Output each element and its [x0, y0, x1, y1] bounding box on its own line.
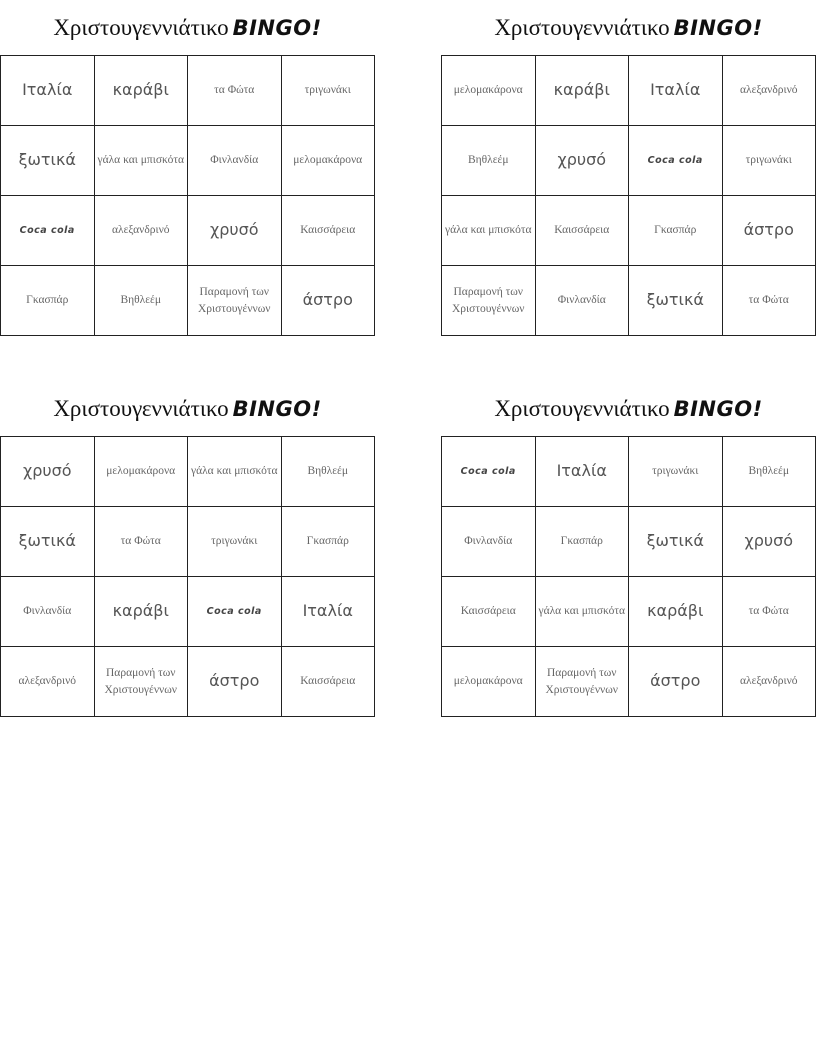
bingo-card-2	[441, 0, 816, 336]
bingo-cell	[1, 647, 95, 717]
bingo-cell-text: ξωτικά	[646, 531, 704, 551]
bingo-cell	[188, 507, 282, 577]
bingo-cell	[282, 126, 376, 196]
bingo-cell	[723, 437, 816, 507]
bingo-cell	[282, 507, 376, 577]
bingo-card-4	[441, 381, 816, 717]
bingo-cell	[629, 126, 723, 196]
title-main: Χριστουγεννιάτικο	[494, 15, 670, 40]
bingo-cell	[1, 437, 95, 507]
bingo-cell-text: τα Φώτα	[748, 605, 789, 618]
bingo-cell-text: Παραμονή των Χριστουγέννων	[545, 667, 618, 696]
bingo-cell	[95, 266, 189, 336]
bingo-cell-text: αλεξανδρινό	[739, 675, 798, 688]
bingo-cell-text: τα Φώτα	[120, 535, 161, 548]
bingo-cell	[282, 196, 376, 266]
bingo-cell-text: μελομακάρονα	[293, 154, 363, 167]
card-title	[0, 381, 375, 436]
bingo-cell-text: άστρο	[743, 220, 794, 240]
bingo-cell-text: Φινλανδία	[464, 535, 513, 548]
bingo-cell-text: αλεξανδρινό	[111, 224, 170, 237]
bingo-cell	[536, 577, 630, 647]
bingo-cell-text: Ιταλία	[556, 461, 607, 481]
bingo-cell	[442, 196, 536, 266]
bingo-cell	[723, 196, 816, 266]
bingo-cell	[188, 196, 282, 266]
title-bingo: BINGO!	[232, 397, 322, 421]
bingo-cell-text: Φινλανδία	[23, 605, 72, 618]
bingo-cell	[188, 577, 282, 647]
bingo-cell	[95, 126, 189, 196]
bingo-cell	[1, 507, 95, 577]
bingo-cell-text: Φινλανδία	[210, 154, 259, 167]
bingo-cell-text: αλεξανδρινό	[739, 84, 798, 97]
bingo-cell	[282, 577, 376, 647]
bingo-cell	[188, 56, 282, 126]
bingo-card-1	[0, 0, 375, 336]
bingo-cell	[95, 196, 189, 266]
bingo-cell-text: τα Φώτα	[748, 294, 789, 307]
bingo-cell	[629, 577, 723, 647]
card-title	[0, 0, 375, 55]
bingo-cell	[723, 647, 816, 717]
bingo-card-3	[0, 381, 375, 717]
bingo-cell-text: Βηθλεέμ	[307, 465, 349, 478]
bingo-cell	[536, 266, 630, 336]
title-main: Χριστουγεννιάτικο	[53, 396, 229, 421]
bingo-cell-text: Βηθλεέμ	[120, 294, 162, 307]
bingo-cell-text: Γκασπάρ	[560, 535, 603, 548]
bingo-cell-text: Coca cola	[460, 465, 516, 477]
bingo-cell	[629, 56, 723, 126]
bingo-cell	[629, 196, 723, 266]
bingo-cell-text: γάλα και μπισκότα	[445, 224, 532, 237]
bingo-cell	[629, 266, 723, 336]
bingo-cell	[95, 647, 189, 717]
bingo-cell-text: Coca cola	[647, 154, 703, 166]
bingo-cell-text: Ιταλία	[650, 80, 701, 100]
bingo-cell-text: μελομακάρονα	[453, 675, 523, 688]
bingo-cell-text: Καισσάρεια	[460, 605, 516, 618]
bingo-cell	[95, 507, 189, 577]
bingo-cell	[536, 507, 630, 577]
bingo-cell-text: Γκασπάρ	[654, 224, 697, 237]
bingo-cell	[536, 126, 630, 196]
bingo-grid	[0, 436, 375, 717]
bingo-cell	[536, 196, 630, 266]
bingo-cell	[442, 507, 536, 577]
bingo-cell-text: γάλα και μπισκότα	[538, 605, 625, 618]
bingo-cell	[282, 266, 376, 336]
bingo-cell-text: καράβι	[112, 601, 169, 621]
bingo-cell	[536, 56, 630, 126]
bingo-cell-text: γάλα και μπισκότα	[97, 154, 184, 167]
bingo-cell	[95, 577, 189, 647]
card-title	[441, 0, 816, 55]
bingo-cell	[442, 56, 536, 126]
bingo-cell-text: Παραμονή των Χριστουγέννων	[104, 667, 177, 696]
bingo-cell-text: Παραμονή των Χριστουγέννων	[452, 286, 525, 315]
bingo-cell	[629, 437, 723, 507]
bingo-grid	[0, 55, 375, 336]
bingo-cell-text: χρυσό	[209, 220, 259, 240]
bingo-cell-text: τριγωνάκι	[652, 465, 699, 478]
bingo-cell	[282, 56, 376, 126]
bingo-cell-text: άστρο	[650, 671, 701, 691]
bingo-cell-text: τριγωνάκι	[745, 154, 792, 167]
bingo-cell-text: Γκασπάρ	[26, 294, 69, 307]
bingo-cell-text: Coca cola	[19, 224, 75, 236]
bingo-cell	[1, 56, 95, 126]
bingo-cell	[723, 577, 816, 647]
bingo-cell	[442, 437, 536, 507]
bingo-cell	[188, 266, 282, 336]
bingo-grid	[441, 436, 816, 717]
bingo-cell-text: τριγωνάκι	[304, 84, 351, 97]
bingo-cell-text: μελομακάρονα	[106, 465, 176, 478]
card-title	[441, 381, 816, 436]
bingo-cell-text: άστρο	[302, 290, 353, 310]
bingo-cell	[723, 266, 816, 336]
bingo-grid	[441, 55, 816, 336]
bingo-cell	[442, 126, 536, 196]
bingo-cell-text: καράβι	[553, 80, 610, 100]
bingo-cell	[442, 577, 536, 647]
bingo-cell	[1, 196, 95, 266]
bingo-cell-text: γάλα και μπισκότα	[191, 465, 278, 478]
title-main: Χριστουγεννιάτικο	[494, 396, 670, 421]
bingo-cell-text: Coca cola	[206, 605, 262, 617]
bingo-cell-text: Φινλανδία	[557, 294, 606, 307]
bingo-cell	[282, 647, 376, 717]
bingo-cell-text: Βηθλεέμ	[748, 465, 790, 478]
bingo-cell-text: Καισσάρεια	[300, 675, 356, 688]
bingo-cell	[629, 507, 723, 577]
title-main: Χριστουγεννιάτικο	[53, 15, 229, 40]
bingo-cell	[188, 647, 282, 717]
title-bingo: BINGO!	[673, 397, 763, 421]
bingo-cell-text: Βηθλεέμ	[467, 154, 509, 167]
bingo-cell	[1, 126, 95, 196]
bingo-cell-text: Ιταλία	[22, 80, 73, 100]
bingo-cell	[442, 266, 536, 336]
bingo-cell	[536, 437, 630, 507]
bingo-cell	[629, 647, 723, 717]
title-bingo: BINGO!	[673, 16, 763, 40]
bingo-cell	[188, 437, 282, 507]
bingo-cell-text: τα Φώτα	[214, 84, 255, 97]
bingo-cell	[442, 647, 536, 717]
title-bingo: BINGO!	[232, 16, 322, 40]
bingo-cell-text: αλεξανδρινό	[18, 675, 77, 688]
bingo-cell-text: χρυσό	[557, 150, 607, 170]
bingo-cell-text: τριγωνάκι	[211, 535, 258, 548]
bingo-cell-text: ξωτικά	[18, 150, 76, 170]
bingo-cell-text: μελομακάρονα	[453, 84, 523, 97]
bingo-cell-text: Ιταλία	[302, 601, 353, 621]
bingo-cell	[188, 126, 282, 196]
bingo-cell-text: χρυσό	[744, 531, 794, 551]
bingo-cell	[723, 507, 816, 577]
bingo-cell-text: καράβι	[647, 601, 704, 621]
bingo-cell-text: χρυσό	[22, 461, 72, 481]
bingo-cell	[1, 577, 95, 647]
bingo-cell	[95, 437, 189, 507]
bingo-cell-text: Παραμονή των Χριστουγέννων	[198, 286, 271, 315]
bingo-cell	[282, 437, 376, 507]
bingo-cell-text: Καισσάρεια	[554, 224, 610, 237]
bingo-cell	[95, 56, 189, 126]
bingo-cell-text: ξωτικά	[646, 290, 704, 310]
bingo-cell-text: Καισσάρεια	[300, 224, 356, 237]
bingo-cell	[536, 647, 630, 717]
bingo-cell-text: ξωτικά	[18, 531, 76, 551]
bingo-cell	[723, 56, 816, 126]
bingo-cell	[1, 266, 95, 336]
bingo-cell-text: άστρο	[209, 671, 260, 691]
bingo-cell-text: καράβι	[112, 80, 169, 100]
bingo-cell-text: Γκασπάρ	[306, 535, 349, 548]
bingo-cell	[723, 126, 816, 196]
